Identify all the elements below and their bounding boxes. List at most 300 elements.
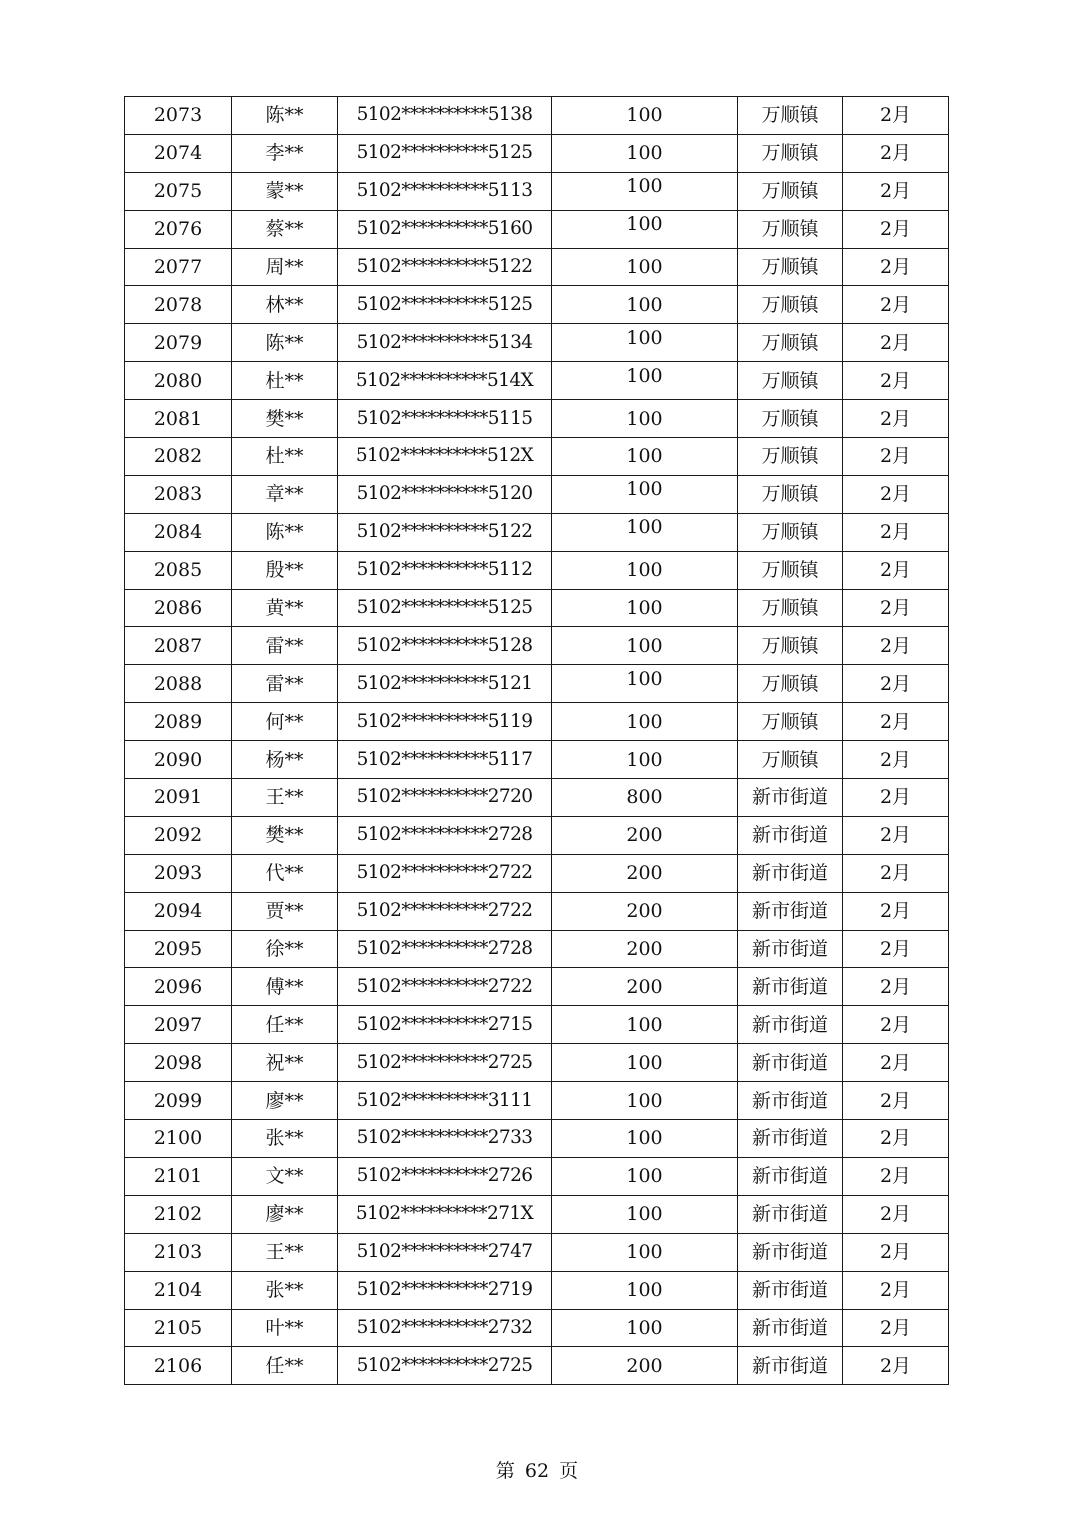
cell-name <box>232 1157 338 1195</box>
table-body <box>125 97 949 1385</box>
cell-id-number-text: 5102**********2732 <box>356 1316 533 1338</box>
cell-area-text: 万顺镇 <box>761 407 819 430</box>
cell-name-text: 王** <box>265 786 304 809</box>
cell-number-text: 2074 <box>153 142 203 165</box>
cell-area <box>738 779 843 817</box>
cell-number-text: 2076 <box>153 218 203 241</box>
cell-name <box>232 324 338 362</box>
cell-name <box>232 286 338 324</box>
cell-month <box>843 97 949 135</box>
cell-month <box>843 779 949 817</box>
cell-area-text: 万顺镇 <box>761 521 819 544</box>
cell-amount-text: 100 <box>626 407 663 430</box>
cell-month-text: 2月 <box>879 1279 912 1302</box>
cell-name-text: 陈** <box>265 521 304 544</box>
table-row <box>125 1309 949 1347</box>
cell-name <box>232 1271 338 1309</box>
cell-number-text: 2102 <box>153 1203 203 1226</box>
cell-amount-text: 100 <box>626 1316 663 1339</box>
table-row <box>125 362 949 400</box>
cell-id-number-text: 5102**********2733 <box>356 1127 533 1149</box>
cell-number <box>125 930 232 968</box>
cell-area <box>738 1044 843 1082</box>
cell-name-text: 任** <box>265 1013 304 1036</box>
cell-id-number <box>338 1195 552 1233</box>
cell-amount <box>552 172 738 210</box>
cell-name-text: 张** <box>265 1127 304 1150</box>
cell-id-number <box>338 1271 552 1309</box>
cell-month-text: 2月 <box>879 975 912 998</box>
cell-month-text: 2月 <box>879 218 912 241</box>
cell-month-text: 2月 <box>879 1316 912 1339</box>
cell-number <box>125 438 232 476</box>
cell-id-number-text: 5102**********512X <box>355 445 534 467</box>
cell-id-number-text: 5102**********5125 <box>356 142 533 164</box>
cell-number-text: 2075 <box>153 180 203 203</box>
cell-month <box>843 589 949 627</box>
table-row <box>125 930 949 968</box>
cell-number <box>125 324 232 362</box>
cell-month-text: 2月 <box>879 900 912 923</box>
cell-id-number <box>338 1006 552 1044</box>
cell-amount <box>552 248 738 286</box>
cell-name <box>232 210 338 248</box>
cell-area <box>738 551 843 589</box>
table-row <box>125 438 949 476</box>
cell-amount-text: 200 <box>626 824 663 847</box>
table-row <box>125 665 949 703</box>
cell-number <box>125 1044 232 1082</box>
cell-month <box>843 892 949 930</box>
cell-month <box>843 134 949 172</box>
cell-number <box>125 362 232 400</box>
cell-area <box>738 930 843 968</box>
cell-month-text: 2月 <box>879 824 912 847</box>
cell-amount <box>552 930 738 968</box>
cell-id-number <box>338 134 552 172</box>
table-row <box>125 1233 949 1271</box>
cell-amount-text: 100 <box>626 1013 663 1036</box>
cell-number-text: 2084 <box>153 521 203 544</box>
cell-id-number-text: 5102**********2728 <box>356 938 533 960</box>
cell-month-text: 2月 <box>879 672 912 695</box>
cell-number <box>125 97 232 135</box>
cell-month <box>843 400 949 438</box>
cell-amount-text: 100 <box>626 597 663 620</box>
cell-month-text: 2月 <box>879 786 912 809</box>
cell-area-text: 万顺镇 <box>761 672 819 695</box>
cell-name-text: 徐** <box>265 938 304 961</box>
table-row <box>125 172 949 210</box>
cell-area <box>738 665 843 703</box>
cell-number <box>125 703 232 741</box>
cell-name <box>232 741 338 779</box>
cell-id-number-text: 5102**********5115 <box>356 407 533 429</box>
cell-id-number <box>338 1347 552 1385</box>
cell-area <box>738 892 843 930</box>
cell-number <box>125 1347 232 1385</box>
cell-id-number-text: 5102**********2725 <box>356 1051 533 1073</box>
cell-id-number-text: 5102**********5122 <box>356 256 533 277</box>
cell-area-text: 新市街道 <box>751 1165 828 1188</box>
cell-number <box>125 1271 232 1309</box>
cell-number-text: 2103 <box>153 1241 203 1264</box>
cell-month-text: 2月 <box>879 1354 912 1377</box>
cell-name-text: 廖** <box>265 1089 304 1112</box>
cell-id-number <box>338 1233 552 1271</box>
cell-area <box>738 475 843 513</box>
cell-area <box>738 248 843 286</box>
cell-amount <box>552 779 738 817</box>
cell-amount-text: 100 <box>626 326 663 349</box>
cell-area <box>738 210 843 248</box>
cell-name-text: 黄** <box>265 597 304 620</box>
cell-area <box>738 703 843 741</box>
cell-id-number-text: 5102**********5125 <box>356 293 533 315</box>
cell-month-text: 2月 <box>879 1127 912 1150</box>
cell-area-text: 万顺镇 <box>761 142 819 165</box>
cell-id-number <box>338 286 552 324</box>
cell-name-text: 杨** <box>265 748 304 771</box>
cell-id-number <box>338 210 552 248</box>
cell-area-text: 万顺镇 <box>761 369 819 392</box>
cell-name <box>232 248 338 286</box>
table-row <box>125 97 949 135</box>
cell-month-text: 2月 <box>879 1051 912 1074</box>
cell-number-text: 2086 <box>153 597 203 620</box>
cell-name <box>232 438 338 476</box>
cell-area-text: 新市街道 <box>751 862 828 885</box>
cell-amount-text: 100 <box>626 175 663 198</box>
cell-amount-text: 200 <box>626 975 663 998</box>
cell-area-text: 万顺镇 <box>761 710 819 733</box>
cell-month <box>843 551 949 589</box>
cell-area <box>738 134 843 172</box>
table-row <box>125 589 949 627</box>
cell-number <box>125 134 232 172</box>
cell-amount-text: 100 <box>626 1165 663 1188</box>
cell-area <box>738 1195 843 1233</box>
cell-amount <box>552 362 738 400</box>
cell-number <box>125 248 232 286</box>
cell-number <box>125 475 232 513</box>
cell-name-text: 任** <box>265 1354 304 1377</box>
cell-id-number <box>338 362 552 400</box>
cell-number-text: 2094 <box>153 900 203 923</box>
cell-name-text: 陈** <box>265 331 304 354</box>
beneficiary-table <box>124 96 949 1385</box>
table-row <box>125 286 949 324</box>
cell-id-number-text: 5102**********5112 <box>356 559 533 581</box>
cell-amount-text: 100 <box>626 516 663 539</box>
cell-month-text: 2月 <box>879 1013 912 1036</box>
cell-id-number-text: 5102**********271X <box>355 1203 534 1225</box>
cell-name-text: 樊** <box>265 407 304 430</box>
cell-id-number-text: 5102**********2728 <box>356 824 533 846</box>
cell-month-text: 2月 <box>879 862 912 885</box>
cell-number <box>125 968 232 1006</box>
cell-id-number <box>338 854 552 892</box>
table-row <box>125 513 949 551</box>
cell-name <box>232 551 338 589</box>
cell-month <box>843 286 949 324</box>
cell-amount-text: 200 <box>626 862 663 885</box>
cell-id-number <box>338 968 552 1006</box>
cell-number-text: 2085 <box>153 559 203 582</box>
cell-area-text: 新市街道 <box>751 1203 828 1226</box>
cell-name <box>232 589 338 627</box>
cell-area-text: 新市街道 <box>751 786 828 809</box>
cell-area-text: 万顺镇 <box>761 559 819 582</box>
cell-month <box>843 438 949 476</box>
cell-name <box>232 1309 338 1347</box>
cell-amount-text: 100 <box>626 634 663 657</box>
cell-number-text: 2087 <box>153 634 203 657</box>
cell-amount <box>552 1120 738 1158</box>
cell-name <box>232 968 338 1006</box>
cell-id-number <box>338 551 552 589</box>
cell-month-text: 2月 <box>879 938 912 961</box>
cell-month <box>843 1082 949 1120</box>
cell-month-text: 2月 <box>879 483 912 506</box>
cell-number-text: 2091 <box>153 786 203 809</box>
cell-area-text: 万顺镇 <box>761 483 819 506</box>
cell-month <box>843 248 949 286</box>
cell-area-text: 新市街道 <box>751 1354 828 1377</box>
cell-number-text: 2088 <box>153 672 203 695</box>
cell-area-text: 万顺镇 <box>761 180 819 203</box>
cell-number-text: 2105 <box>153 1316 203 1339</box>
cell-number-text: 2101 <box>153 1165 203 1188</box>
cell-amount <box>552 854 738 892</box>
cell-area <box>738 1082 843 1120</box>
cell-id-number <box>338 665 552 703</box>
cell-month-text: 2月 <box>879 710 912 733</box>
table-row <box>125 475 949 513</box>
cell-amount-text: 200 <box>626 1354 663 1377</box>
cell-area <box>738 627 843 665</box>
cell-number <box>125 779 232 817</box>
cell-number-text: 2079 <box>153 331 203 354</box>
cell-number-text: 2078 <box>153 293 203 316</box>
cell-name-text: 章** <box>265 483 304 506</box>
cell-number-text: 2093 <box>153 862 203 885</box>
cell-number <box>125 589 232 627</box>
cell-month <box>843 513 949 551</box>
cell-id-number <box>338 816 552 854</box>
cell-id-number-text: 5102**********5119 <box>356 710 533 732</box>
cell-amount-text: 100 <box>626 256 663 278</box>
cell-id-number-text: 5102**********5113 <box>356 180 533 202</box>
table-row <box>125 627 949 665</box>
cell-amount <box>552 513 738 551</box>
cell-name-text: 周** <box>265 256 304 278</box>
cell-month <box>843 703 949 741</box>
cell-month <box>843 816 949 854</box>
cell-id-number-text: 5102**********2726 <box>356 1165 533 1187</box>
cell-area <box>738 741 843 779</box>
cell-amount-text: 100 <box>626 1241 663 1264</box>
cell-id-number-text: 5102**********2722 <box>356 975 533 997</box>
cell-month-text: 2月 <box>879 256 912 278</box>
cell-number-text: 2081 <box>153 407 203 430</box>
cell-area <box>738 1309 843 1347</box>
cell-amount-text: 100 <box>626 445 663 468</box>
cell-area-text: 新市街道 <box>751 1051 828 1074</box>
cell-amount <box>552 210 738 248</box>
cell-name-text: 叶** <box>265 1316 304 1339</box>
cell-month-text: 2月 <box>879 331 912 354</box>
cell-name <box>232 1006 338 1044</box>
cell-area-text: 新市街道 <box>751 975 828 998</box>
cell-number-text: 2077 <box>153 256 203 278</box>
cell-id-number-text: 5102**********5138 <box>356 104 533 126</box>
cell-number <box>125 400 232 438</box>
cell-id-number-text: 5102**********5121 <box>356 672 533 694</box>
cell-month <box>843 1044 949 1082</box>
cell-month-text: 2月 <box>879 1203 912 1226</box>
cell-number <box>125 816 232 854</box>
cell-id-number-text: 5102**********2720 <box>356 786 533 808</box>
cell-name <box>232 703 338 741</box>
cell-area <box>738 968 843 1006</box>
cell-amount <box>552 968 738 1006</box>
cell-number <box>125 1233 232 1271</box>
cell-name-text: 蒙** <box>265 180 304 203</box>
cell-month-text: 2月 <box>879 142 912 165</box>
cell-month-text: 2月 <box>879 293 912 316</box>
cell-number <box>125 1157 232 1195</box>
cell-number <box>125 286 232 324</box>
cell-month <box>843 1195 949 1233</box>
cell-name <box>232 665 338 703</box>
cell-month-text: 2月 <box>879 445 912 468</box>
cell-number-text: 2096 <box>153 975 203 998</box>
cell-area-text: 新市街道 <box>751 824 828 847</box>
cell-area <box>738 324 843 362</box>
cell-month-text: 2月 <box>879 1089 912 1112</box>
cell-id-number <box>338 779 552 817</box>
cell-amount-text: 100 <box>626 213 663 236</box>
cell-number <box>125 627 232 665</box>
cell-amount-text: 100 <box>626 559 663 582</box>
cell-number <box>125 1082 232 1120</box>
cell-area <box>738 438 843 476</box>
cell-amount-text: 100 <box>626 1279 663 1302</box>
cell-area-text: 万顺镇 <box>761 104 819 127</box>
cell-month-text: 2月 <box>879 597 912 620</box>
cell-name-text: 张** <box>265 1279 304 1302</box>
cell-amount <box>552 475 738 513</box>
cell-id-number-text: 5102**********5120 <box>356 483 533 505</box>
cell-number-text: 2083 <box>153 483 203 506</box>
cell-number <box>125 1195 232 1233</box>
cell-number-text: 2098 <box>153 1051 203 1074</box>
cell-name-text: 杜** <box>265 369 304 392</box>
cell-id-number <box>338 892 552 930</box>
cell-amount-text: 100 <box>626 1051 663 1074</box>
cell-area <box>738 362 843 400</box>
cell-area-text: 万顺镇 <box>761 218 819 241</box>
table-row <box>125 892 949 930</box>
cell-id-number <box>338 1309 552 1347</box>
cell-area <box>738 1120 843 1158</box>
cell-name <box>232 1195 338 1233</box>
cell-name-text: 李** <box>265 142 304 165</box>
cell-id-number <box>338 1120 552 1158</box>
cell-id-number <box>338 513 552 551</box>
table-row <box>125 854 949 892</box>
cell-amount-text: 100 <box>626 478 663 501</box>
cell-month <box>843 968 949 1006</box>
cell-id-number-text: 5102**********5122 <box>356 521 533 543</box>
cell-id-number <box>338 1082 552 1120</box>
cell-number <box>125 741 232 779</box>
cell-amount <box>552 892 738 930</box>
cell-number-text: 2106 <box>153 1354 203 1377</box>
cell-id-number <box>338 1157 552 1195</box>
cell-month-text: 2月 <box>879 559 912 582</box>
cell-name-text: 贾** <box>265 900 304 923</box>
cell-amount <box>552 741 738 779</box>
cell-number-text: 2104 <box>153 1279 203 1302</box>
cell-amount <box>552 1044 738 1082</box>
cell-number-text: 2090 <box>153 748 203 771</box>
cell-amount <box>552 438 738 476</box>
cell-id-number-text: 5102**********5125 <box>356 597 533 619</box>
cell-number <box>125 551 232 589</box>
cell-id-number-text: 5102**********2722 <box>356 862 533 884</box>
cell-name-text: 文** <box>265 1165 304 1188</box>
table-row <box>125 1082 949 1120</box>
cell-number <box>125 1006 232 1044</box>
cell-name-text: 傅** <box>265 975 304 998</box>
cell-month <box>843 930 949 968</box>
cell-amount <box>552 286 738 324</box>
cell-amount <box>552 1195 738 1233</box>
cell-month-text: 2月 <box>879 1241 912 1264</box>
cell-name <box>232 854 338 892</box>
cell-amount-text: 100 <box>626 142 663 165</box>
cell-amount <box>552 1347 738 1385</box>
cell-name-text: 殷** <box>265 559 304 582</box>
cell-amount <box>552 551 738 589</box>
cell-amount <box>552 627 738 665</box>
cell-month <box>843 627 949 665</box>
cell-amount-text: 100 <box>626 1089 663 1112</box>
cell-amount-text: 100 <box>626 1127 663 1150</box>
cell-month-text: 2月 <box>879 521 912 544</box>
cell-area <box>738 1271 843 1309</box>
cell-id-number <box>338 930 552 968</box>
cell-id-number-text: 5102**********5117 <box>356 748 533 770</box>
cell-amount-text: 800 <box>626 786 663 809</box>
cell-name-text: 樊** <box>265 824 304 847</box>
cell-name-text: 蔡** <box>265 218 304 241</box>
cell-name <box>232 97 338 135</box>
cell-month <box>843 475 949 513</box>
cell-id-number-text: 5102**********514X <box>355 369 534 391</box>
cell-month <box>843 1157 949 1195</box>
cell-month <box>843 1006 949 1044</box>
cell-month <box>843 1309 949 1347</box>
cell-number-text: 2080 <box>153 369 203 392</box>
cell-area-text: 万顺镇 <box>761 445 819 468</box>
cell-amount <box>552 1233 738 1271</box>
cell-name-text: 雷** <box>265 672 304 695</box>
table-row <box>125 134 949 172</box>
cell-area <box>738 816 843 854</box>
